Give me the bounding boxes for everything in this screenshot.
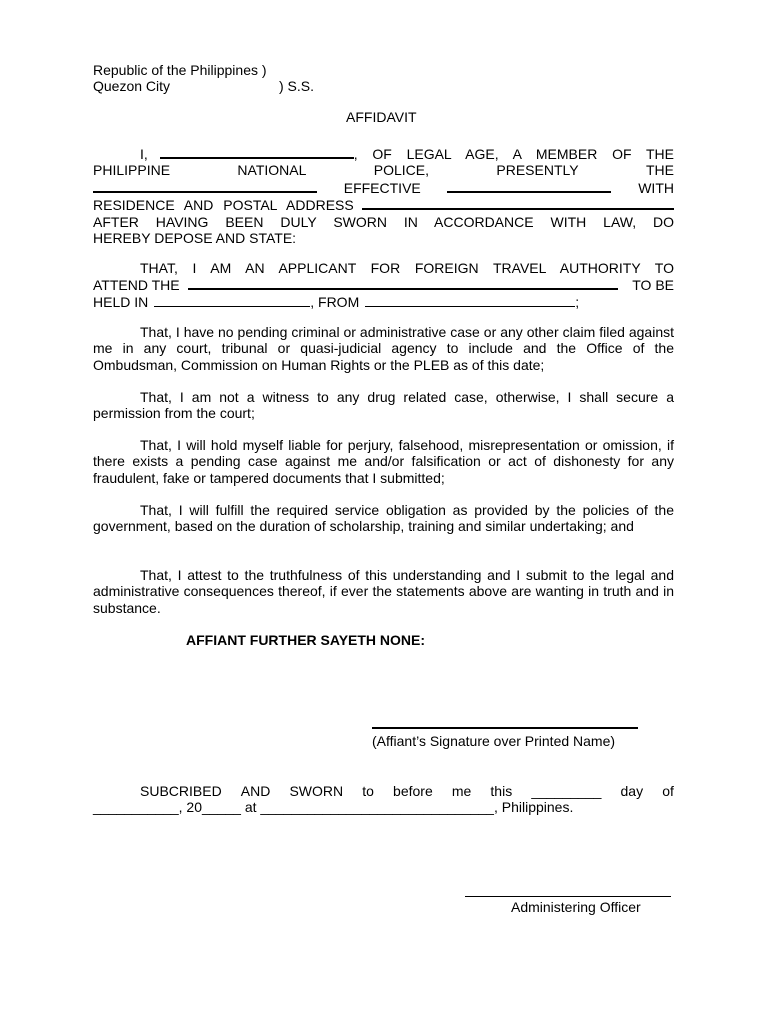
word-day: day [620, 783, 644, 799]
word-sworn: SWORN [289, 783, 344, 799]
intro-line-4 [93, 196, 674, 213]
applicant-line-3 [93, 294, 674, 310]
word-and: AND [240, 783, 271, 799]
word-of: of [662, 783, 674, 799]
intro-line-1 [93, 145, 674, 162]
day-blank[interactable]: _________ [531, 783, 602, 799]
word-presently: PRESENTLY [496, 162, 579, 179]
word-to: to [362, 783, 374, 799]
word-philippine: PHILIPPINE [93, 162, 171, 179]
intro-line-2 [93, 162, 674, 178]
word-with: WITH [638, 179, 674, 196]
paragraph-liability: That, I will hold myself liable for perjury, falsehood, misrepresentation or omission, if there exists a pending case against me and/or falsification or act of dishonesty for any fraudulent, fake or tampered documents that I submitted; [93, 437, 674, 486]
applicant-line-1: THAT, I AM AN APPLICANT FOR FOREIGN TRAVEL AUTHORITY TO [140, 260, 674, 276]
document-title: AFFIDAVIT [346, 109, 417, 125]
word-me: me [451, 783, 472, 799]
intro-line-6: HEREBY DEPOSE AND STATE: [93, 230, 297, 247]
residence-label: RESIDENCE AND POSTAL ADDRESS [93, 197, 354, 214]
word-subcribed: SUBCRIBED [140, 783, 222, 799]
intro-i: I, [140, 146, 148, 162]
sworn-line-2: ___________, 20_____ at ______________________________, Philippines. [93, 799, 574, 816]
applicant-line-2 [93, 276, 674, 293]
further-sayeth-none: AFFIANT FURTHER SAYETH NONE: [186, 632, 426, 648]
paragraph-not-witness: That, I am not a witness to any drug related case, otherwise, I shall secure a permission from the court; [93, 389, 674, 422]
word-this: this [490, 783, 513, 799]
location-blank[interactable] [154, 294, 310, 307]
header-ss: ) S.S. [279, 78, 315, 94]
word-police: POLICE, [373, 162, 430, 179]
intro-legal-age: , OF LEGAL AGE, A MEMBER OF THE [353, 146, 674, 162]
sworn-line-1 [93, 783, 674, 799]
semicolon: ; [575, 293, 580, 310]
held-in-label: HELD IN [93, 293, 149, 310]
applicant-block [93, 260, 674, 310]
address-blank[interactable] [362, 196, 674, 210]
word-before: before [393, 783, 433, 799]
sworn-block [93, 783, 674, 816]
word-national: NATIONAL [237, 162, 307, 179]
intro-line-3 [93, 179, 674, 196]
paragraph-no-pending-case: That, I have no pending criminal or administrative case or any other claim filed against me in any court, tribunal or quasi-judicial agency to include and the Office of the Ombudsman, Commission on Human Rights or the PLEB as of this date; [93, 324, 674, 373]
administering-officer-label: Administering Officer [511, 899, 641, 915]
intro-block [93, 145, 674, 246]
header-city: Quezon City [93, 78, 171, 94]
affiant-signature-caption: (Affiant’s Signature over Printed Name) [372, 733, 616, 749]
unit-blank[interactable] [93, 179, 317, 193]
word-the: THE [645, 162, 674, 179]
header-republic: Republic of the Philippines ) [93, 62, 267, 78]
event-blank[interactable] [188, 276, 619, 290]
affiant-signature-line[interactable] [372, 727, 638, 729]
name-blank[interactable] [160, 145, 354, 159]
officer-signature-line[interactable] [465, 896, 671, 897]
word-effective: EFFECTIVE [343, 179, 421, 196]
attend-label: ATTEND THE [93, 277, 180, 294]
to-be-label: TO BE [632, 277, 674, 294]
paragraph-service-obligation: That, I will fulfill the required service obligation as provided by the policies of the government, based on the duration of scholarship, training and similar undertaking; and [93, 502, 674, 535]
paragraph-attestation: That, I attest to the truthfulness of this understanding and I submit to the legal and administrative consequences thereof, if ever the statements above are wanting in truth and in substance. [93, 567, 674, 616]
from-label: , FROM [310, 293, 360, 310]
intro-line-5: AFTER HAVING BEEN DULY SWORN IN ACCORDANCE WITH LAW, DO [93, 213, 674, 230]
date-range-blank[interactable] [365, 294, 575, 307]
effective-date-blank[interactable] [447, 179, 611, 193]
